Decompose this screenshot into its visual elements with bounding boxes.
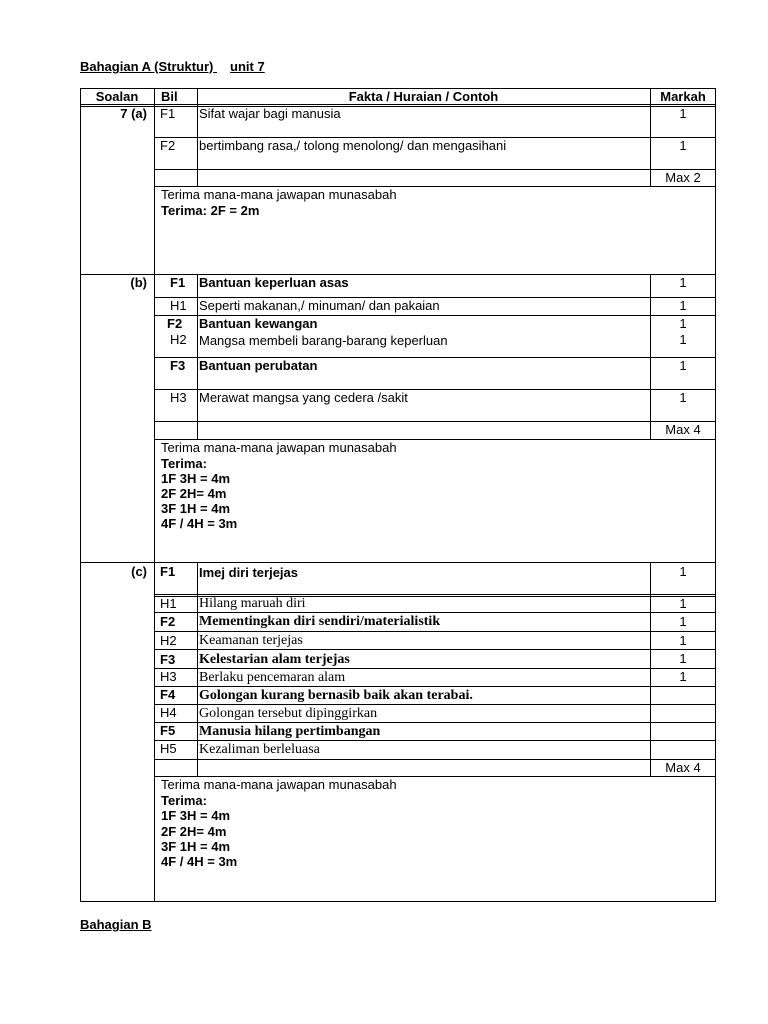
section-b-title: Bahagian B xyxy=(80,917,152,932)
bil-cell: F2 xyxy=(160,138,176,153)
fakta-cell: Sifat wajar bagi manusia xyxy=(199,106,341,121)
note-text: Terima mana-mana jawapan munasabah xyxy=(161,440,397,455)
page-title xyxy=(80,59,265,74)
bil-cell: F4 xyxy=(160,687,176,702)
row-divider xyxy=(154,421,716,422)
mark-cell: 1 xyxy=(679,596,687,611)
header-divider xyxy=(80,104,716,105)
fakta-cell: Bantuan keperluan asas xyxy=(199,275,349,290)
fakta-cell: Berlaku pencemaran alam xyxy=(199,670,346,685)
mark-cell: 1 xyxy=(679,106,687,121)
row-divider xyxy=(154,649,716,650)
bil-cell: H1 xyxy=(170,298,187,313)
scheme-line: 2F 2H= 4m xyxy=(161,824,227,839)
mark-cell: 1 xyxy=(679,332,687,347)
section-title: Bahagian A (Struktur) xyxy=(80,59,214,74)
fakta-cell: Mementingkan diri sendiri/materialistik xyxy=(199,614,441,629)
bil-cell: H2 xyxy=(170,332,187,347)
mark-cell: 1 xyxy=(679,316,687,331)
row-divider xyxy=(154,668,716,669)
row-divider xyxy=(154,631,716,632)
fakta-cell: Hilang maruah diri xyxy=(199,596,306,611)
scheme-line: 1F 3H = 4m xyxy=(161,471,231,486)
fakta-cell: Bantuan kewangan xyxy=(199,316,318,331)
fakta-cell: Keamanan terjejas xyxy=(199,633,303,648)
max-mark: Max 4 xyxy=(665,422,701,437)
bil-cell: F1 xyxy=(170,275,186,290)
fakta-cell: Bantuan perubatan xyxy=(199,358,318,373)
header-bil: Bil xyxy=(161,89,178,104)
bil-cell: H3 xyxy=(160,669,177,684)
mark-cell: 1 xyxy=(679,669,687,684)
mark-cell: 1 xyxy=(679,614,687,629)
scheme-line: 2F 2H= 4m xyxy=(161,486,227,501)
mark-cell: 1 xyxy=(679,275,687,290)
row-divider xyxy=(154,759,716,760)
section-divider xyxy=(80,562,716,563)
bil-cell: H4 xyxy=(160,705,177,720)
mark-cell: 1 xyxy=(679,298,687,313)
question-label-7c: (c) xyxy=(131,564,147,579)
row-divider xyxy=(154,686,716,687)
scheme-line: 1F 3H = 4m xyxy=(161,808,231,823)
mark-cell: 1 xyxy=(679,633,687,648)
bil-cell: H5 xyxy=(160,741,177,756)
fakta-cell: Golongan tersebut dipinggirkan xyxy=(199,706,378,721)
bil-cell: F3 xyxy=(170,358,186,373)
fakta-cell: Merawat mangsa yang cedera /sakit xyxy=(199,390,408,405)
row-divider xyxy=(154,594,716,595)
mark-cell: 1 xyxy=(679,651,687,666)
row-divider xyxy=(154,612,716,613)
fakta-cell: bertimbang rasa,/ tolong menolong/ dan mengasihani xyxy=(199,138,507,153)
row-divider xyxy=(154,740,716,741)
scheme-line: 4F / 4H = 3m xyxy=(161,854,238,869)
row-divider xyxy=(154,169,716,170)
fakta-cell: Manusia hilang pertimbangan xyxy=(199,724,381,739)
bil-cell: F5 xyxy=(160,723,176,738)
fakta-cell: Mangsa membeli barang-barang keperluan xyxy=(199,333,448,348)
scheme-line: Terima: xyxy=(161,456,207,471)
header-markah: Markah xyxy=(660,89,706,104)
question-label-7a: 7 (a) xyxy=(120,106,147,121)
question-label-7b: (b) xyxy=(130,275,147,290)
scheme-line: 3F 1H = 4m xyxy=(161,501,231,516)
bil-cell: F2 xyxy=(167,316,183,331)
bil-cell: H2 xyxy=(160,633,177,648)
max-mark: Max 4 xyxy=(665,760,701,775)
note-text: Terima mana-mana jawapan munasabah xyxy=(161,187,397,202)
bil-cell: F2 xyxy=(160,614,176,629)
mark-cell: 1 xyxy=(679,138,687,153)
mark-cell: 1 xyxy=(679,358,687,373)
note-text: Terima mana-mana jawapan munasabah xyxy=(161,777,397,792)
fakta-cell: Seperti makanan,/ minuman/ dan pakaian xyxy=(199,298,440,313)
bil-cell: F1 xyxy=(160,564,176,579)
bil-cell: F3 xyxy=(160,652,176,667)
mark-cell: 1 xyxy=(679,390,687,405)
unit-label: unit 7 xyxy=(230,59,265,74)
header-fakta: Fakta / Huraian / Contoh xyxy=(348,89,499,104)
col-divider xyxy=(154,88,155,902)
fakta-cell: Kezaliman berleluasa xyxy=(199,742,320,757)
header-soalan: Soalan xyxy=(95,89,139,104)
bil-cell: F1 xyxy=(160,106,176,121)
scheme-line: Terima: xyxy=(161,793,207,808)
row-divider xyxy=(154,704,716,705)
scheme-line: Terima: 2F = 2m xyxy=(161,203,260,218)
header-divider xyxy=(80,106,716,107)
bil-cell: H1 xyxy=(160,596,177,611)
fakta-cell: Imej diri terjejas xyxy=(199,565,298,580)
bil-cell: H3 xyxy=(170,390,187,405)
scheme-line: 4F / 4H = 3m xyxy=(161,516,238,531)
scheme-line: 3F 1H = 4m xyxy=(161,839,231,854)
mark-cell: 1 xyxy=(679,564,687,579)
fakta-cell: Kelestarian alam terjejas xyxy=(199,652,350,667)
row-divider xyxy=(154,722,716,723)
max-mark: Max 2 xyxy=(665,170,701,185)
fakta-cell: Golongan kurang bernasib baik akan terabai. xyxy=(199,688,473,703)
